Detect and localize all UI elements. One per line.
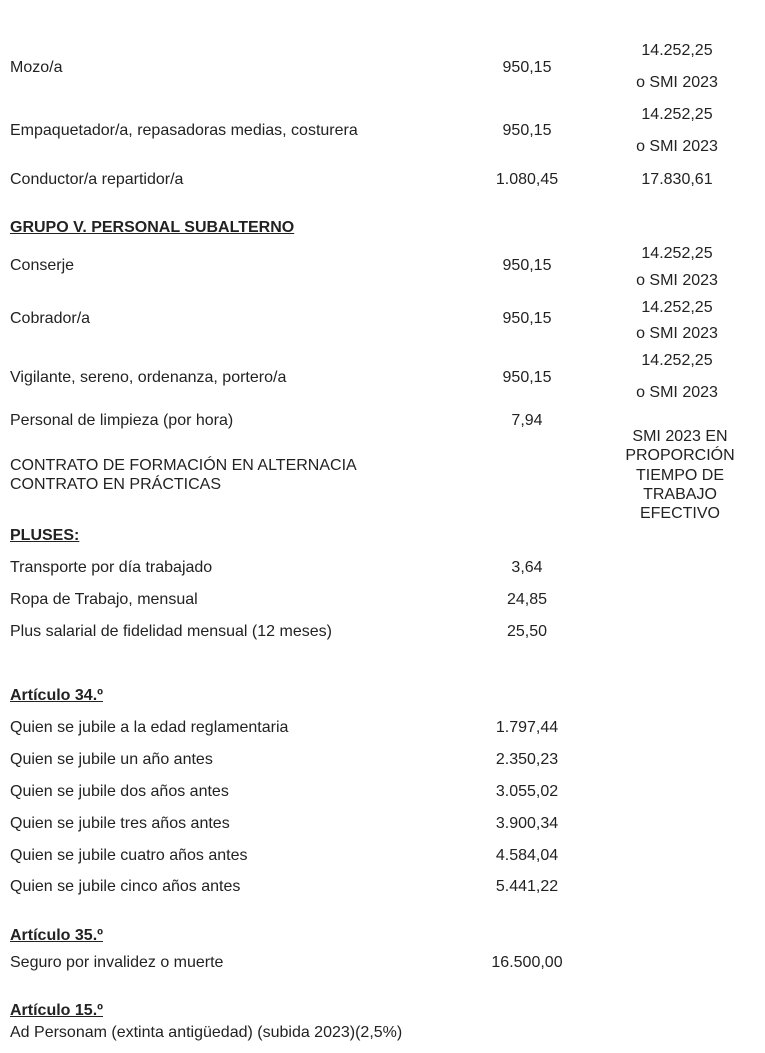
- alt-vigilante: o SMI 2023: [636, 384, 718, 401]
- label-jubile-4: Quien se jubile cuatro años antes: [10, 847, 248, 864]
- total-mozo: 14.252,25: [641, 42, 713, 59]
- amount-jubile-5: 5.441,22: [495, 878, 559, 895]
- label-jubile-edad: Quien se jubile a la edad reglamentaria: [10, 719, 289, 736]
- label-jubile-1: Quien se jubile un año antes: [10, 751, 213, 768]
- label-seguro: Seguro por invalidez o muerte: [10, 954, 224, 971]
- amount-mozo: 950,15: [502, 59, 552, 76]
- alt-conserje: o SMI 2023: [636, 272, 718, 289]
- section-heading-articulo-15: Artículo 15.º: [10, 1002, 103, 1019]
- amount-jubile-1: 2.350,23: [495, 751, 559, 768]
- label-ropa: Ropa de Trabajo, mensual: [10, 591, 198, 608]
- amount-jubile-4: 4.584,04: [495, 847, 559, 864]
- contract-practicas: CONTRATO EN PRÁCTICAS: [10, 476, 221, 493]
- label-ad-personam: Ad Personam (extinta antigüedad) (subida 2023)(2,5%): [10, 1024, 403, 1041]
- amount-ropa: 24,85: [506, 591, 548, 608]
- total-empaquetador: 14.252,25: [641, 106, 713, 123]
- section-heading-grupo-v: GRUPO V. PERSONAL SUBALTERNO: [10, 219, 295, 236]
- amount-jubile-2: 3.055,02: [495, 783, 559, 800]
- alt-mozo: o SMI 2023: [636, 74, 718, 91]
- label-jubile-5: Quien se jubile cinco años antes: [10, 878, 241, 895]
- amount-jubile-edad: 1.797,44: [495, 719, 559, 736]
- total-conserje: 14.252,25: [641, 245, 713, 262]
- label-cobrador: Cobrador/a: [10, 310, 91, 327]
- label-mozo: Mozo/a: [10, 59, 63, 76]
- section-heading-articulo-35: Artículo 35.º: [10, 927, 103, 944]
- amount-conductor: 1.080,45: [495, 171, 559, 188]
- amount-empaquetador: 950,15: [502, 122, 552, 139]
- label-jubile-3: Quien se jubile tres años antes: [10, 815, 230, 832]
- label-vigilante: Vigilante, sereno, ordenanza, portero/a: [10, 369, 287, 386]
- label-jubile-2: Quien se jubile dos años antes: [10, 783, 229, 800]
- label-conserje: Conserje: [10, 257, 75, 274]
- total-cobrador: 14.252,25: [641, 299, 713, 316]
- section-heading-articulo-34: Artículo 34.º: [10, 687, 103, 704]
- alt-empaquetador: o SMI 2023: [636, 138, 718, 155]
- contract-note: SMI 2023 EN PROPORCIÓN TIEMPO DE TRABAJO EFECTIVO: [625, 428, 735, 523]
- section-heading-pluses: PLUSES:: [10, 527, 80, 544]
- amount-fidelidad: 25,50: [506, 623, 548, 640]
- amount-vigilante: 950,15: [502, 369, 552, 386]
- amount-conserje: 950,15: [502, 257, 552, 274]
- label-limpieza: Personal de limpieza (por hora): [10, 412, 234, 429]
- label-transporte: Transporte por día trabajado: [10, 559, 213, 576]
- amount-limpieza: 7,94: [511, 412, 543, 429]
- amount-seguro: 16.500,00: [491, 954, 563, 971]
- amount-jubile-3: 3.900,34: [495, 815, 559, 832]
- total-vigilante: 14.252,25: [641, 352, 713, 369]
- amount-cobrador: 950,15: [502, 310, 552, 327]
- label-fidelidad: Plus salarial de fidelidad mensual (12 meses): [10, 623, 332, 640]
- alt-cobrador: o SMI 2023: [636, 325, 718, 342]
- amount-transporte: 3,64: [511, 559, 543, 576]
- label-conductor: Conductor/a repartidor/a: [10, 171, 184, 188]
- contract-formacion: CONTRATO DE FORMACIÓN EN ALTERNACIA: [10, 457, 357, 474]
- total-conductor: 17.830,61: [641, 171, 713, 188]
- label-empaquetador: Empaquetador/a, repasadoras medias, costurera: [10, 122, 358, 139]
